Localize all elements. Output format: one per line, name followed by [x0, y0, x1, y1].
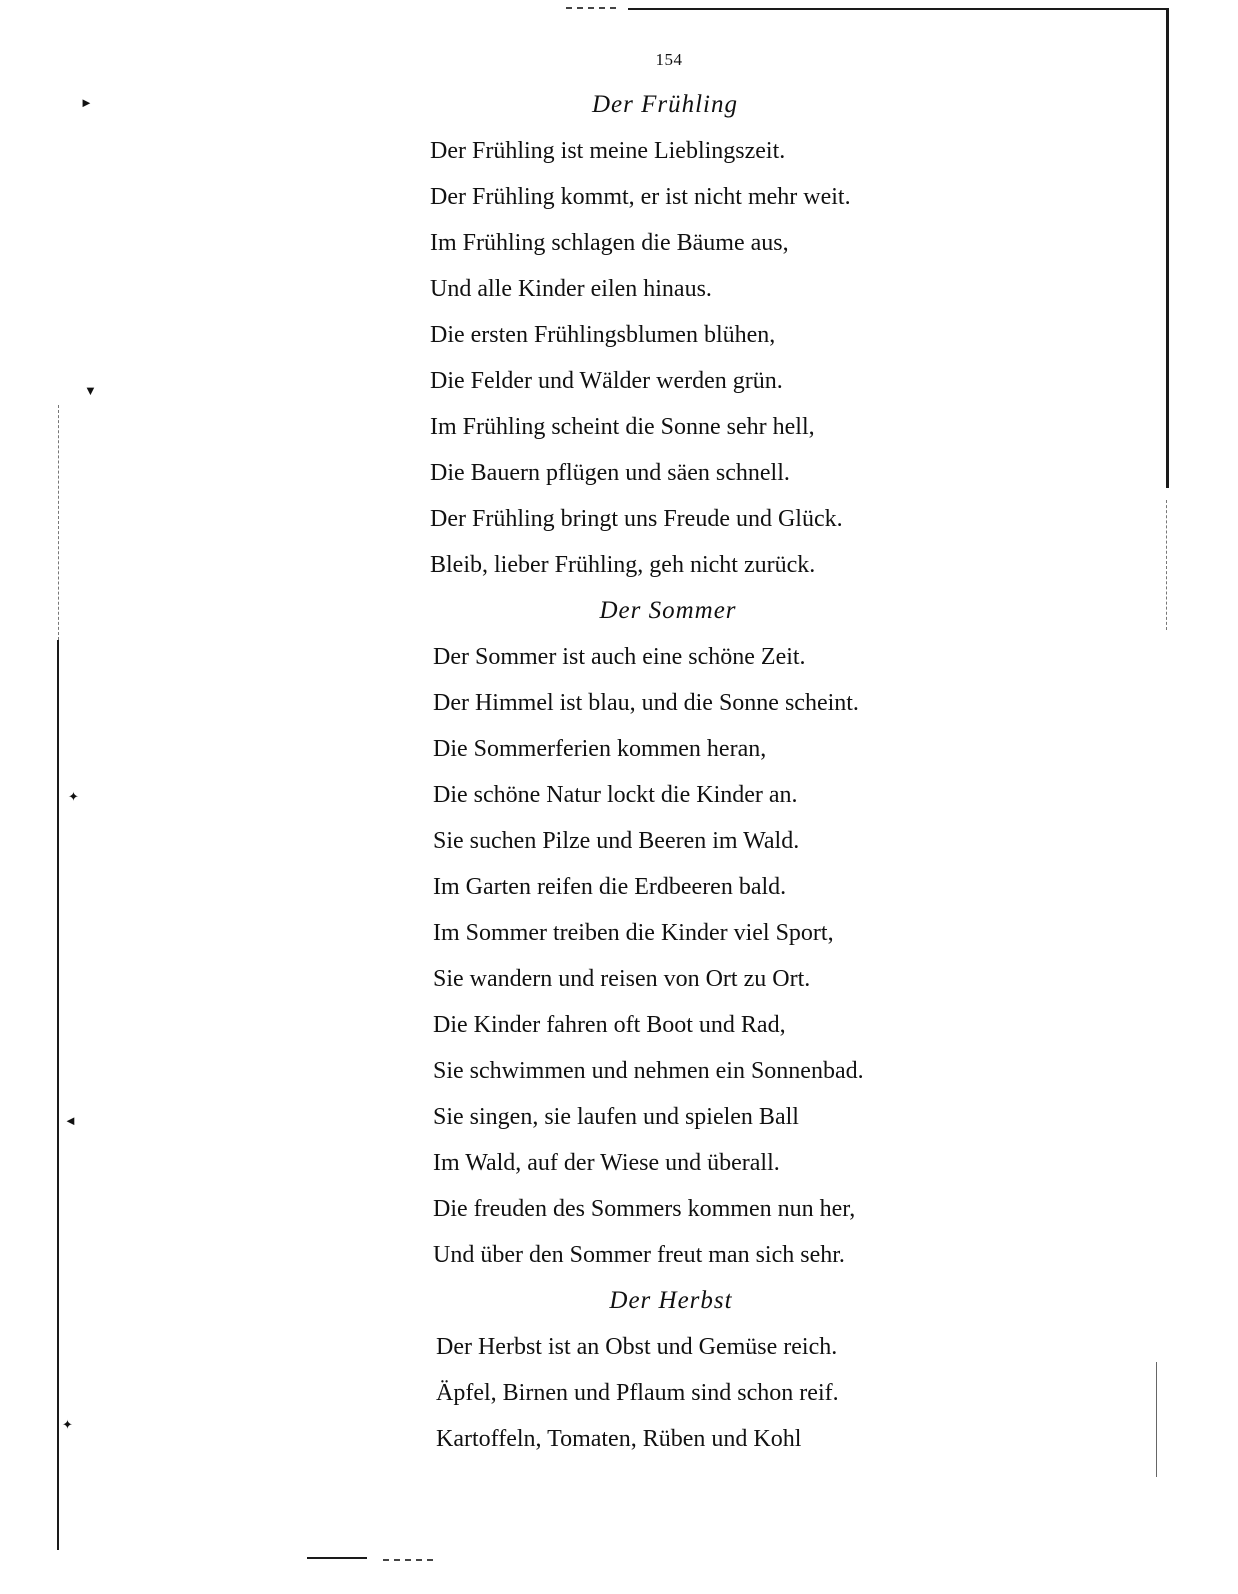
poem-line: Sie schwimmen und nehmen ein Sonnenbad.	[433, 1058, 864, 1084]
left-border-line	[57, 640, 59, 1550]
top-border-line	[628, 8, 1168, 10]
poem-line: Der Frühling bringt uns Freude und Glück.	[430, 506, 843, 532]
poem	[430, 82, 990, 1462]
stanza-spring	[430, 82, 990, 588]
binding-mark-2: ▼	[84, 383, 97, 398]
poem-line: Die freuden des Sommers kommen nun her,	[433, 1196, 856, 1222]
poem-line: Die Bauern pflügen und säen schnell.	[430, 460, 790, 486]
stanza-title: Der Herbst	[609, 1287, 733, 1314]
stanza-autumn	[430, 1278, 990, 1462]
poem-line: Der Himmel ist blau, und die Sonne scheint.	[433, 690, 859, 716]
right-border-line	[1166, 8, 1169, 488]
poem-line: Die schöne Natur lockt die Kinder an.	[433, 782, 798, 808]
poem-line: Sie singen, sie laufen und spielen Ball	[433, 1104, 799, 1130]
poem-line: Im Garten reifen die Erdbeeren bald.	[433, 874, 787, 900]
poem-line: Bleib, lieber Frühling, geh nicht zurück.	[430, 552, 816, 578]
binding-mark-5: ✦	[62, 1417, 73, 1432]
stanza-summer	[430, 588, 990, 1278]
top-dashed-edge	[566, 7, 616, 9]
page-number: 154	[655, 50, 683, 69]
poem-line: Und alle Kinder eilen hinaus.	[430, 276, 712, 302]
poem-line: Die Kinder fahren oft Boot und Rad,	[433, 1012, 786, 1038]
poem-line: Äpfel, Birnen und Pflaum sind schon reif.	[436, 1380, 839, 1406]
poem-line: Der Frühling kommt, er ist nicht mehr weit.	[430, 184, 851, 210]
poem-line: Im Sommer treiben die Kinder viel Sport,	[433, 920, 834, 946]
poem-line: Die Felder und Wälder werden grün.	[430, 368, 783, 394]
right-dashed-edge	[1166, 500, 1167, 630]
poem-line: Der Frühling ist meine Lieblingszeit.	[430, 138, 786, 164]
poem-line: Der Sommer ist auch eine schöne Zeit.	[433, 644, 806, 670]
poem-line: Kartoffeln, Tomaten, Rüben und Kohl	[436, 1426, 802, 1452]
stanza-title: Der Sommer	[599, 597, 737, 624]
stanza-title: Der Frühling	[591, 91, 739, 118]
binding-mark-4: ◄	[64, 1113, 77, 1128]
right-lower-line	[1156, 1362, 1157, 1477]
binding-mark-1: ►	[80, 95, 93, 110]
poem-line: Die Sommerferien kommen heran,	[433, 736, 767, 762]
bottom-dashed-edge	[383, 1559, 433, 1561]
poem-line: Im Wald, auf der Wiese und überall.	[433, 1150, 780, 1176]
poem-line: Und über den Sommer freut man sich sehr.	[433, 1242, 845, 1268]
poem-line: Der Herbst ist an Obst und Gemüse reich.	[436, 1334, 838, 1360]
binding-mark-3: ✦	[68, 789, 79, 804]
poem-line: Im Frühling schlagen die Bäume aus,	[430, 230, 789, 256]
poem-line: Die ersten Frühlingsblumen blühen,	[430, 322, 776, 348]
poem-line: Sie wandern und reisen von Ort zu Ort.	[433, 966, 811, 992]
poem-line: Sie suchen Pilze und Beeren im Wald.	[433, 828, 800, 854]
left-dashed-edge	[58, 405, 59, 640]
poem-line: Im Frühling scheint die Sonne sehr hell,	[430, 414, 815, 440]
bottom-border-line	[307, 1557, 367, 1559]
